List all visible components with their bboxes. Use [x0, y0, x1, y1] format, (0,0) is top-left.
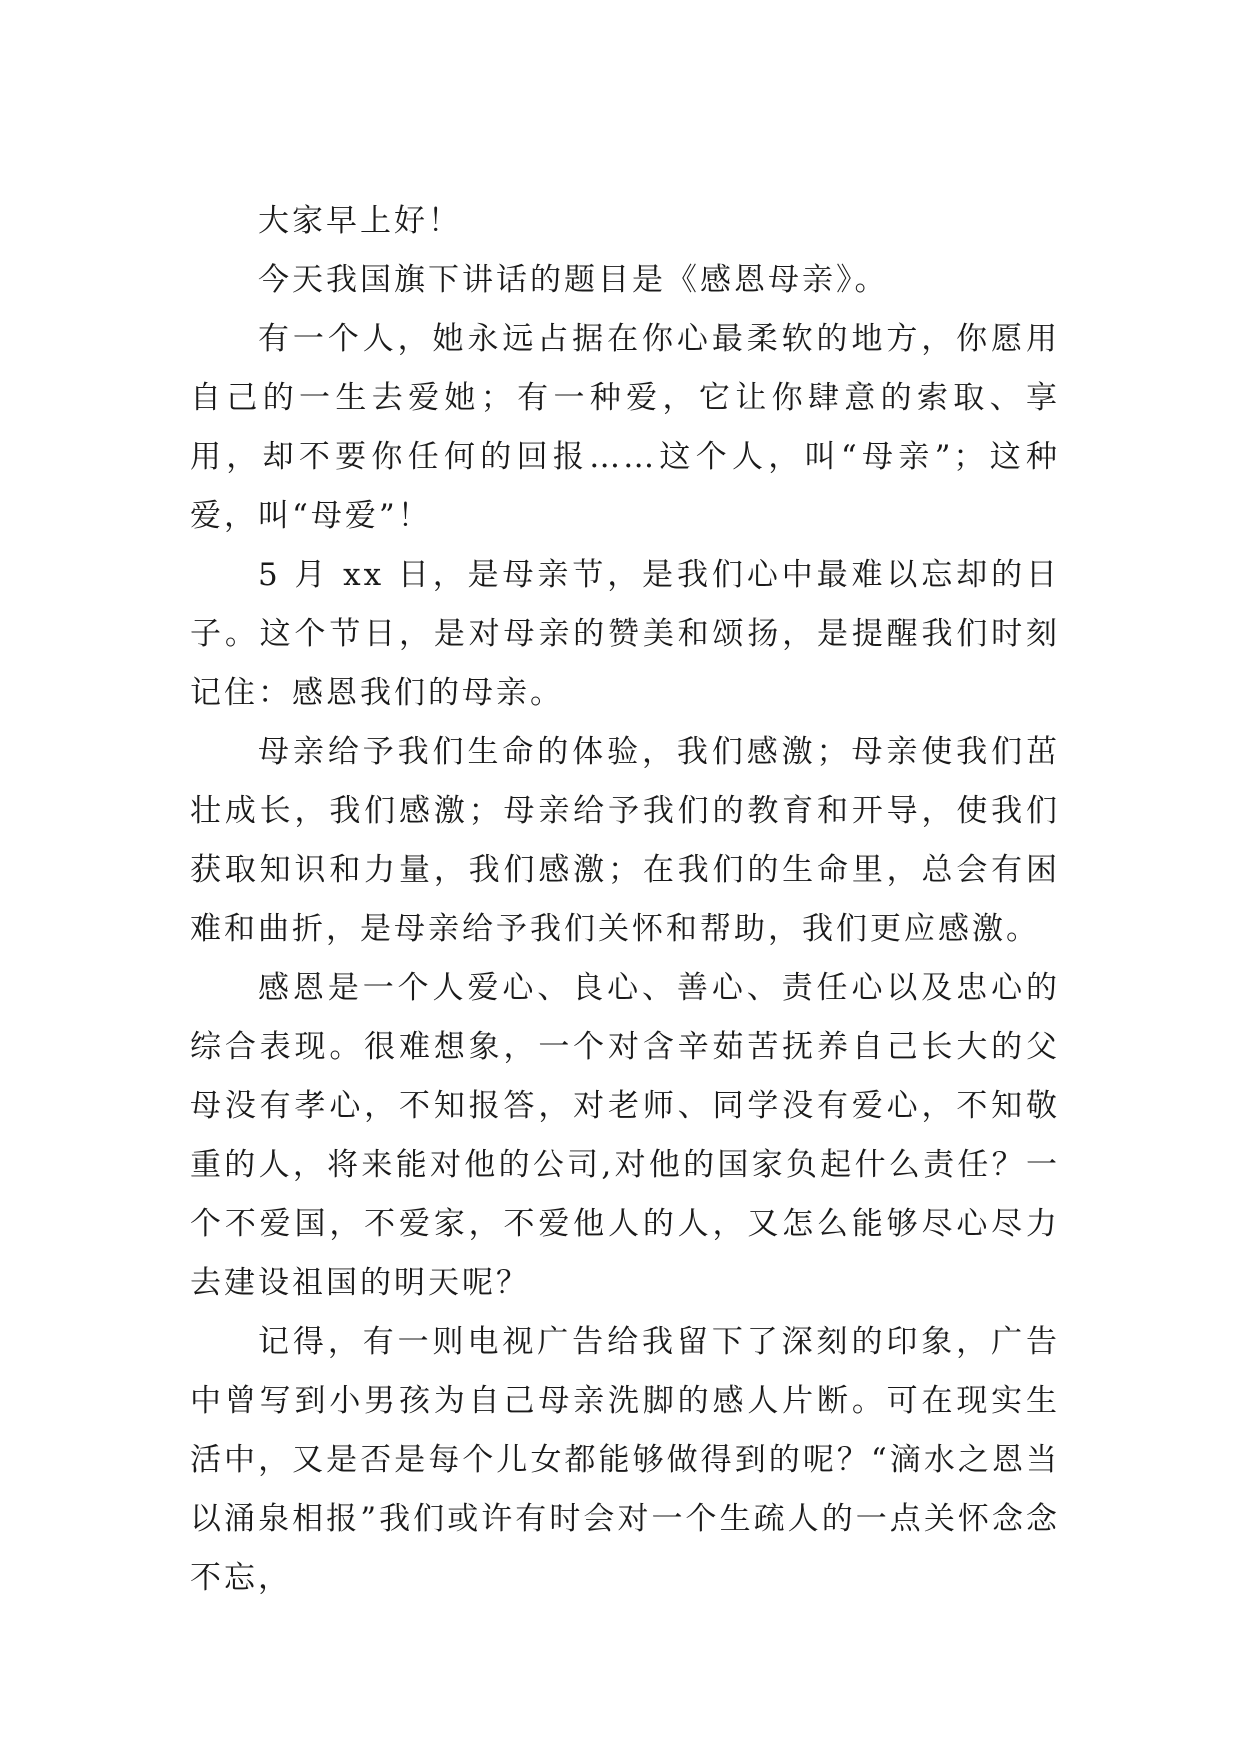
paragraph-thankfulness: 感恩是一个人爱心、良心、善心、责任心以及忠心的综合表现。很难想象，一个对含辛茹苦抚养自己长大的父母没有孝心，不知报答，对老师、同学没有爱心，不知敬重的人，将来能对他的公司,对他的国家负起什么责任？一个不爱国，不爱家，不爱他人的人，又怎么能够尽心尽力去建设祖国的明天呢？	[190, 970, 1060, 1301]
document-body	[190, 192, 1060, 1608]
paragraph-mother-love: 有一个人，她永远占据在你心最柔软的地方，你愿用自己的一生去爱她；有一种爱，它让你肆意的索取、享用，却不要你任何的回报……这个人，叫“母亲”；这种爱，叫“母爱”！	[190, 321, 1060, 534]
paragraph-tv-ad: 记得，有一则电视广告给我留下了深刻的印象，广告中曾写到小男孩为自己母亲洗脚的感人片断。可在现实生活中，又是否是每个儿女都能够做得到的呢？“滴水之恩当以涌泉相报”我们或许有时会对一个生疏人的一点关怀念念不忘，	[190, 1324, 1060, 1596]
paragraph-gratitude: 母亲给予我们生命的体验，我们感激；母亲使我们茁壮成长，我们感激；母亲给予我们的教育和开导，使我们获取知识和力量，我们感激；在我们的生命里，总会有困难和曲折，是母亲给予我们关怀和帮助，我们更应感激。	[190, 734, 1060, 947]
paragraph-topic: 今天我国旗下讲话的题目是《感恩母亲》。	[258, 262, 889, 298]
paragraph-mothers-day: 5 月 xx 日，是母亲节，是我们心中最难以忘却的日子。这个节日，是对母亲的赞美和颂扬，是提醒我们时刻记住：感恩我们的母亲。	[190, 557, 1060, 711]
paragraph-greeting: 大家早上好！	[258, 203, 462, 239]
